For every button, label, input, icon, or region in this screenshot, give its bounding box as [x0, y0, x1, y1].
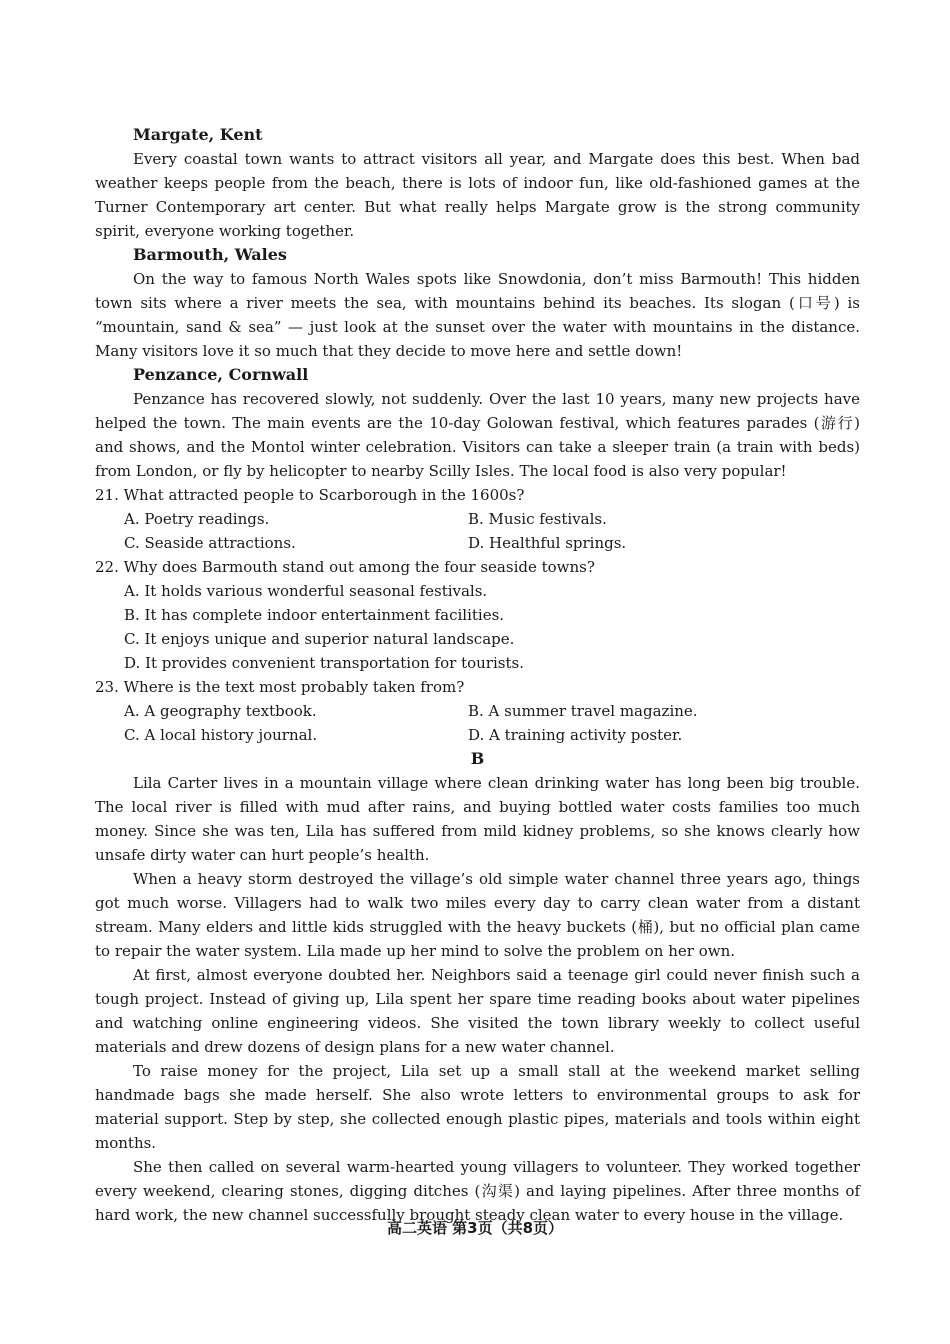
section-heading: Penzance, Cornwall	[133, 365, 309, 384]
option-d: D. Healthful springs.	[468, 534, 627, 552]
option-b: B. Music festivals.	[468, 510, 607, 528]
passage-label: B	[470, 749, 485, 768]
question-stem: 23. Where is the text most probably taken from?	[95, 678, 465, 696]
option-d: D. A training activity poster.	[468, 726, 683, 744]
section-heading: Margate, Kent	[133, 125, 263, 144]
exam-page	[95, 123, 860, 1227]
question-23	[95, 675, 860, 747]
section-paragraph: Every coastal town wants to attract visitors all year, and Margate does this best. When bad weather keeps people from the beach, there is lots of indoor fun, like old-fashioned games at the Turner Contemporary art center. But what really helps Margate grow is the strong community spirit, everyone working together.	[95, 150, 860, 240]
question-stem: 22. Why does Barmouth stand out among the four seaside towns?	[95, 558, 595, 576]
question-stem: 21. What attracted people to Scarborough in the 1600s?	[95, 486, 525, 504]
option-a: A. A geography textbook.	[124, 702, 317, 720]
question-21	[95, 483, 860, 555]
option-b: B. It has complete indoor entertainment facilities.	[124, 606, 505, 624]
section-paragraph: Penzance has recovered slowly, not suddenly. Over the last 10 years, many new projects have helped the town. The main events are the 10-day Golowan festival, which features parades (游行) and shows, and the Montol winter celebration. Visitors can take a sleeper train (a train with beds) from London, or fly by helicopter to nearby Scilly Isles. The local food is also very popular!	[95, 390, 860, 480]
passage-paragraph: When a heavy storm destroyed the village’s old simple water channel three years ago, things got much worse. Villagers had to walk two miles every day to carry clean water from a distant stream. Many elders and little kids struggled with the heavy buckets (桶), but no official plan came to repair the water system. Lila made up her mind to solve the problem on her own.	[95, 870, 860, 960]
passage-paragraph: Lila Carter lives in a mountain village where clean drinking water has long been big trouble. The local river is filled with mud after rains, and buying bottled water costs families too much money. Since she was ten, Lila has suffered from mild kidney problems, so she knows clearly how unsafe dirty water can hurt people’s health.	[95, 774, 860, 864]
option-d: D. It provides convenient transportation for tourists.	[124, 654, 524, 672]
option-row	[95, 507, 860, 531]
option-c: C. A local history journal.	[124, 726, 318, 744]
option-row	[95, 723, 860, 747]
passage-paragraph: At first, almost everyone doubted her. Neighbors said a teenage girl could never finish such a tough project. Instead of giving up, Lila spent her spare time reading books about water pipelines and watching online engineering videos. She visited the town library weekly to collect useful materials and drew dozens of design plans for a new water channel.	[95, 966, 860, 1056]
section-heading: Barmouth, Wales	[133, 245, 287, 264]
option-c: C. It enjoys unique and superior natural landscape.	[124, 630, 515, 648]
option-c: C. Seaside attractions.	[124, 534, 296, 552]
option-row	[95, 531, 860, 555]
option-b: B. A summer travel magazine.	[468, 702, 698, 720]
question-22	[95, 555, 860, 675]
option-row	[95, 699, 860, 723]
passage-a	[95, 123, 860, 483]
passage-paragraph: To raise money for the project, Lila set up a small stall at the weekend market selling handmade bags she made herself. She also wrote letters to environmental groups to ask for material support. Step by step, she collected enough plastic pipes, materials and tools within eight months.	[95, 1062, 860, 1152]
option-a: A. Poetry readings.	[124, 510, 270, 528]
option-a: A. It holds various wonderful seasonal festivals.	[124, 582, 488, 600]
passage-paragraph: She then called on several warm-hearted young villagers to volunteer. They worked together every weekend, clearing stones, digging ditches (沟渠) and laying pipelines. After three months of hard work, the new channel successfully brought steady clean water to every house in the village.	[95, 1158, 860, 1224]
section-paragraph: On the way to famous North Wales spots like Snowdonia, don’t miss Barmouth! This hidden town sits where a river meets the sea, with mountains behind its beaches. Its slogan (口号) is “mountain, sand & sea” — just look at the sunset over the water with mountains in the distance. Many visitors love it so much that they decide to move here and settle down!	[95, 270, 860, 360]
passage-b	[95, 747, 860, 1227]
page-footer: 高二英语 第3页（共8页）	[386, 1219, 564, 1237]
